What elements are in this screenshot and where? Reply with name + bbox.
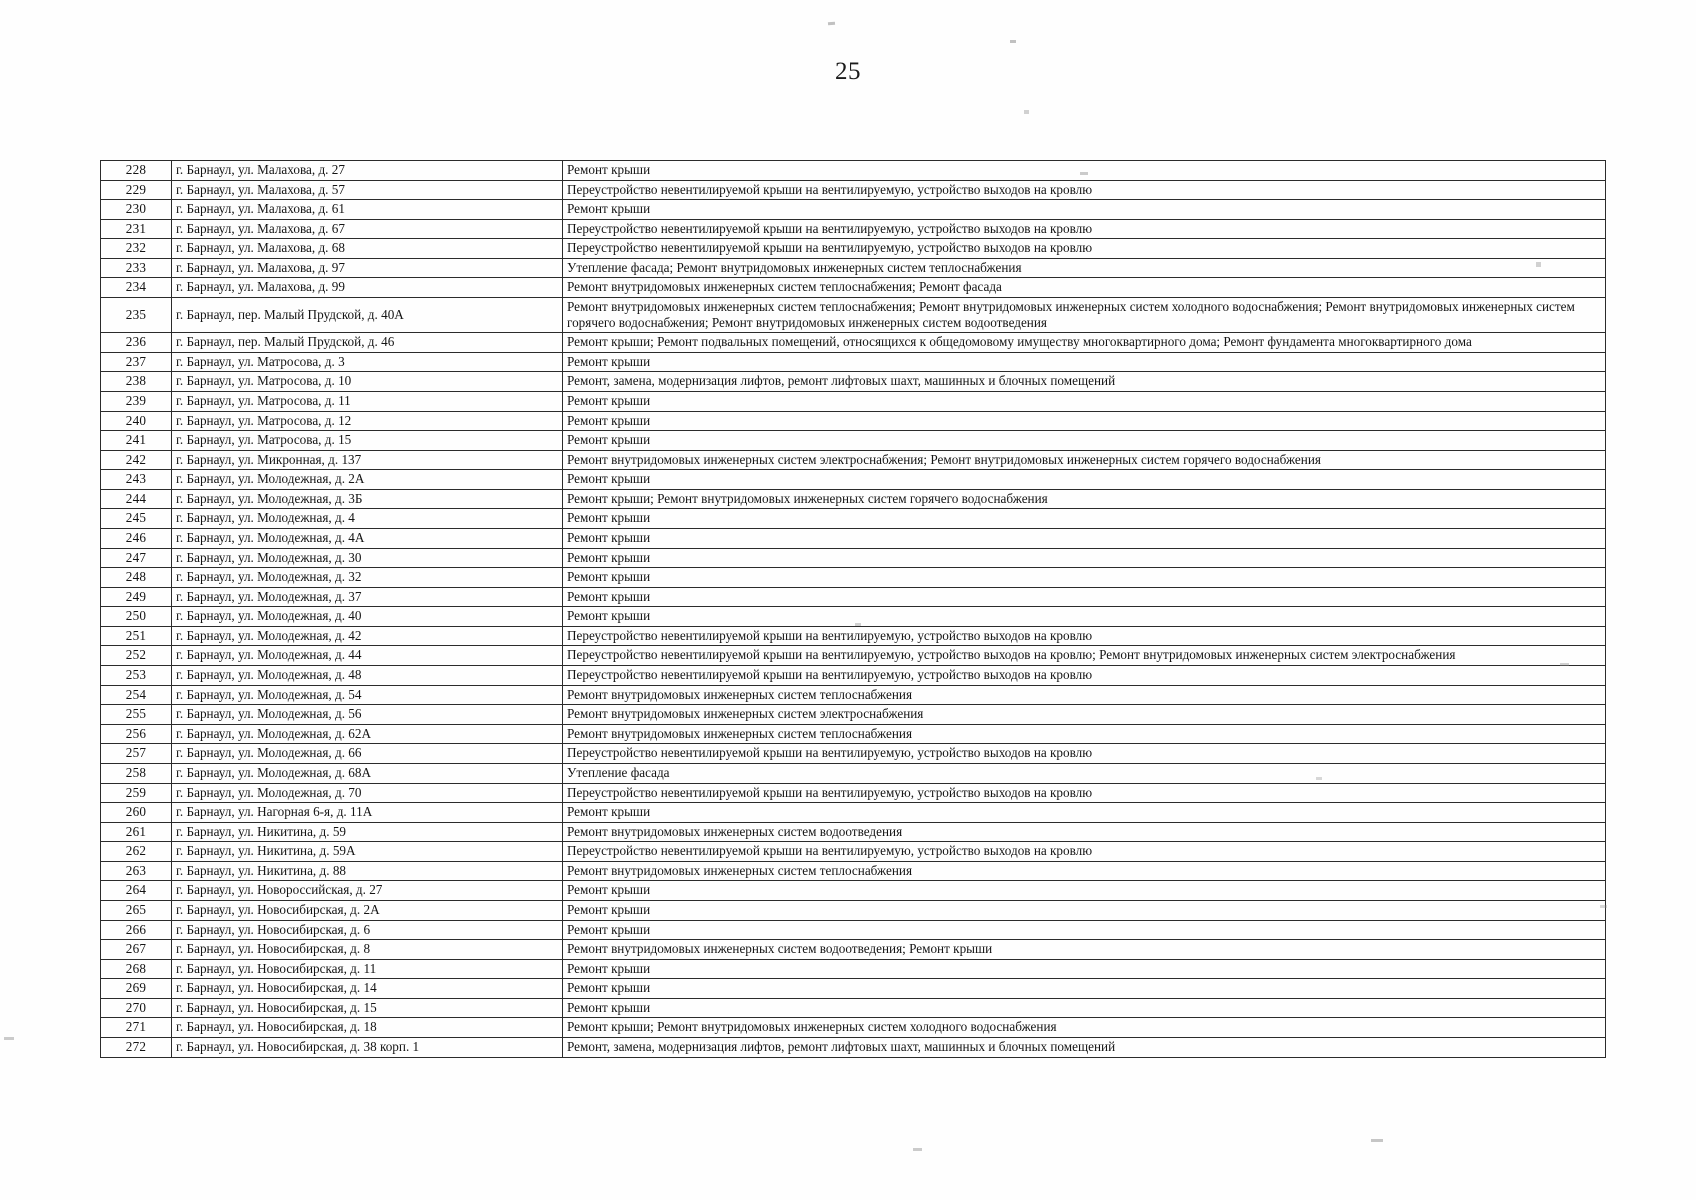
- table-row: [101, 705, 1606, 725]
- cell-address: г. Барнаул, ул. Молодежная, д. 32: [172, 568, 563, 588]
- table-row: [101, 431, 1606, 451]
- table-row: [101, 470, 1606, 490]
- cell-address: г. Барнаул, ул. Новосибирская, д. 18: [172, 1018, 563, 1038]
- table-row: [101, 763, 1606, 783]
- scan-artifact: [4, 1037, 14, 1040]
- cell-address: г. Барнаул, ул. Молодежная, д. 66: [172, 744, 563, 764]
- table-row: [101, 607, 1606, 627]
- cell-work-type: Ремонт крыши: [563, 470, 1606, 490]
- cell-work-type: Ремонт внутридомовых инженерных систем водоотведения; Ремонт крыши: [563, 940, 1606, 960]
- cell-address: г. Барнаул, ул. Никитина, д. 59: [172, 822, 563, 842]
- table-row: [101, 161, 1606, 181]
- cell-number: 268: [101, 959, 172, 979]
- cell-address: г. Барнаул, ул. Матросова, д. 10: [172, 372, 563, 392]
- table-row: [101, 940, 1606, 960]
- cell-work-type: Ремонт крыши: [563, 920, 1606, 940]
- table-row: [101, 744, 1606, 764]
- cell-address: г. Барнаул, ул. Новосибирская, д. 14: [172, 979, 563, 999]
- cell-address: г. Барнаул, пер. Малый Прудской, д. 40А: [172, 298, 563, 333]
- cell-work-type: Переустройство невентилируемой крыши на вентилируемую, устройство выходов на кровлю: [563, 744, 1606, 764]
- scan-artifact: [1600, 905, 1607, 908]
- cell-address: г. Барнаул, ул. Малахова, д. 97: [172, 258, 563, 278]
- cell-number: 253: [101, 666, 172, 686]
- table-row: [101, 352, 1606, 372]
- table-row: [101, 333, 1606, 353]
- table-row: [101, 900, 1606, 920]
- cell-work-type: Ремонт крыши: [563, 352, 1606, 372]
- cell-address: г. Барнаул, ул. Малахова, д. 68: [172, 239, 563, 259]
- cell-address: г. Барнаул, ул. Новосибирская, д. 11: [172, 959, 563, 979]
- table-row: [101, 822, 1606, 842]
- cell-work-type: Ремонт крыши: [563, 979, 1606, 999]
- cell-number: 229: [101, 180, 172, 200]
- cell-address: г. Барнаул, ул. Молодежная, д. 4А: [172, 528, 563, 548]
- cell-work-type: Ремонт, замена, модернизация лифтов, ремонт лифтовых шахт, машинных и блочных помещений: [563, 1038, 1606, 1058]
- cell-address: г. Барнаул, ул. Молодежная, д. 40: [172, 607, 563, 627]
- cell-address: г. Барнаул, ул. Матросова, д. 15: [172, 431, 563, 451]
- cell-address: г. Барнаул, ул. Малахова, д. 57: [172, 180, 563, 200]
- cell-address: г. Барнаул, ул. Молодежная, д. 48: [172, 666, 563, 686]
- table-row: [101, 803, 1606, 823]
- table-row: [101, 842, 1606, 862]
- cell-number: 249: [101, 587, 172, 607]
- cell-address: г. Барнаул, ул. Никитина, д. 59А: [172, 842, 563, 862]
- cell-number: 262: [101, 842, 172, 862]
- cell-address: г. Барнаул, ул. Малахова, д. 27: [172, 161, 563, 181]
- cell-address: г. Барнаул, ул. Новосибирская, д. 8: [172, 940, 563, 960]
- cell-number: 258: [101, 763, 172, 783]
- cell-work-type: Ремонт крыши: [563, 161, 1606, 181]
- cell-address: г. Барнаул, ул. Молодежная, д. 68А: [172, 763, 563, 783]
- cell-address: г. Барнаул, ул. Малахова, д. 61: [172, 200, 563, 220]
- cell-work-type: Ремонт крыши: [563, 607, 1606, 627]
- table-row: [101, 391, 1606, 411]
- cell-work-type: Ремонт крыши: [563, 200, 1606, 220]
- cell-number: 230: [101, 200, 172, 220]
- cell-work-type: Утепление фасада; Ремонт внутридомовых инженерных систем теплоснабжения: [563, 258, 1606, 278]
- cell-number: 252: [101, 646, 172, 666]
- cell-work-type: Переустройство невентилируемой крыши на вентилируемую, устройство выходов на кровлю: [563, 842, 1606, 862]
- cell-number: 269: [101, 979, 172, 999]
- cell-number: 234: [101, 278, 172, 298]
- cell-number: 256: [101, 724, 172, 744]
- table-row: [101, 450, 1606, 470]
- cell-number: 248: [101, 568, 172, 588]
- scan-artifact: [913, 1148, 922, 1151]
- cell-number: 238: [101, 372, 172, 392]
- cell-address: г. Барнаул, ул. Матросова, д. 3: [172, 352, 563, 372]
- cell-work-type: Ремонт внутридомовых инженерных систем теплоснабжения: [563, 861, 1606, 881]
- table-row: [101, 724, 1606, 744]
- cell-work-type: Переустройство невентилируемой крыши на вентилируемую, устройство выходов на кровлю: [563, 626, 1606, 646]
- cell-work-type: Ремонт крыши; Ремонт внутридомовых инженерных систем холодного водоснабжения: [563, 1018, 1606, 1038]
- table-row: [101, 298, 1606, 333]
- cell-work-type: Ремонт крыши: [563, 998, 1606, 1018]
- cell-work-type: Ремонт внутридомовых инженерных систем теплоснабжения: [563, 724, 1606, 744]
- cell-work-type: Переустройство невентилируемой крыши на вентилируемую, устройство выходов на кровлю: [563, 783, 1606, 803]
- cell-number: 241: [101, 431, 172, 451]
- cell-work-type: Ремонт крыши: [563, 411, 1606, 431]
- table-row: [101, 239, 1606, 259]
- cell-number: 267: [101, 940, 172, 960]
- table-row: [101, 509, 1606, 529]
- table-row: [101, 646, 1606, 666]
- cell-work-type: Ремонт крыши: [563, 548, 1606, 568]
- cell-address: г. Барнаул, ул. Новороссийская, д. 27: [172, 881, 563, 901]
- cell-work-type: Ремонт внутридомовых инженерных систем водоотведения: [563, 822, 1606, 842]
- cell-number: 239: [101, 391, 172, 411]
- cell-work-type: Ремонт крыши: [563, 568, 1606, 588]
- cell-number: 254: [101, 685, 172, 705]
- table-row: [101, 180, 1606, 200]
- cell-work-type: Ремонт крыши: [563, 509, 1606, 529]
- table-row: [101, 783, 1606, 803]
- cell-work-type: Утепление фасада: [563, 763, 1606, 783]
- cell-work-type: Ремонт внутридомовых инженерных систем теплоснабжения: [563, 685, 1606, 705]
- table-row: [101, 626, 1606, 646]
- cell-address: г. Барнаул, ул. Молодежная, д. 62А: [172, 724, 563, 744]
- table-row: [101, 489, 1606, 509]
- cell-number: 246: [101, 528, 172, 548]
- cell-number: 242: [101, 450, 172, 470]
- cell-number: 272: [101, 1038, 172, 1058]
- cell-number: 244: [101, 489, 172, 509]
- cell-number: 266: [101, 920, 172, 940]
- cell-address: г. Барнаул, ул. Нагорная 6-я, д. 11А: [172, 803, 563, 823]
- cell-address: г. Барнаул, ул. Молодежная, д. 56: [172, 705, 563, 725]
- cell-work-type: Переустройство невентилируемой крыши на вентилируемую, устройство выходов на кровлю: [563, 219, 1606, 239]
- cell-address: г. Барнаул, ул. Малахова, д. 67: [172, 219, 563, 239]
- table-row: [101, 568, 1606, 588]
- cell-number: 264: [101, 881, 172, 901]
- cell-address: г. Барнаул, пер. Малый Прудской, д. 46: [172, 333, 563, 353]
- table-row: [101, 979, 1606, 999]
- cell-address: г. Барнаул, ул. Молодежная, д. 42: [172, 626, 563, 646]
- cell-address: г. Барнаул, ул. Новосибирская, д. 38 корп. 1: [172, 1038, 563, 1058]
- cell-number: 255: [101, 705, 172, 725]
- page-number: 25: [835, 58, 861, 85]
- table-row: [101, 998, 1606, 1018]
- table-row: [101, 920, 1606, 940]
- cell-address: г. Барнаул, ул. Никитина, д. 88: [172, 861, 563, 881]
- cell-number: 261: [101, 822, 172, 842]
- cell-number: 265: [101, 900, 172, 920]
- cell-work-type: Переустройство невентилируемой крыши на вентилируемую, устройство выходов на кровлю: [563, 180, 1606, 200]
- cell-number: 245: [101, 509, 172, 529]
- scan-artifact: [1560, 663, 1569, 666]
- cell-address: г. Барнаул, ул. Молодежная, д. 2А: [172, 470, 563, 490]
- cell-address: г. Барнаул, ул. Новосибирская, д. 15: [172, 998, 563, 1018]
- cell-work-type: Ремонт внутридомовых инженерных систем электроснабжения; Ремонт внутридомовых инженерных систем горячего водоснабжения: [563, 450, 1606, 470]
- cell-address: г. Барнаул, ул. Новосибирская, д. 2А: [172, 900, 563, 920]
- cell-address: г. Барнаул, ул. Новосибирская, д. 6: [172, 920, 563, 940]
- cell-number: 236: [101, 333, 172, 353]
- table-row: [101, 587, 1606, 607]
- table-row: [101, 1018, 1606, 1038]
- table-row: [101, 548, 1606, 568]
- registry-table-body: [101, 161, 1606, 1058]
- cell-number: 247: [101, 548, 172, 568]
- table-row: [101, 200, 1606, 220]
- cell-number: 260: [101, 803, 172, 823]
- scan-artifact: [1316, 777, 1322, 780]
- cell-address: г. Барнаул, ул. Молодежная, д. 44: [172, 646, 563, 666]
- cell-work-type: Ремонт крыши; Ремонт внутридомовых инженерных систем горячего водоснабжения: [563, 489, 1606, 509]
- registry-table: [100, 160, 1606, 1058]
- cell-address: г. Барнаул, ул. Молодежная, д. 4: [172, 509, 563, 529]
- cell-work-type: Ремонт внутридомовых инженерных систем теплоснабжения; Ремонт фасада: [563, 278, 1606, 298]
- table-row: [101, 1038, 1606, 1058]
- cell-address: г. Барнаул, ул. Матросова, д. 12: [172, 411, 563, 431]
- scan-artifact: [1010, 40, 1016, 43]
- cell-work-type: Ремонт крыши: [563, 803, 1606, 823]
- table-row: [101, 219, 1606, 239]
- cell-number: 251: [101, 626, 172, 646]
- cell-work-type: Ремонт внутридомовых инженерных систем теплоснабжения; Ремонт внутридомовых инженерных систем холодного водоснабжения; Ремонт внутридомовых инженерных систем горячего водоснабжения; Ремонт внутридомовых инженерных систем водоотведения: [563, 298, 1606, 333]
- cell-number: 250: [101, 607, 172, 627]
- scan-artifact: [855, 623, 861, 626]
- cell-address: г. Барнаул, ул. Молодежная, д. 37: [172, 587, 563, 607]
- cell-work-type: Переустройство невентилируемой крыши на вентилируемую, устройство выходов на кровлю: [563, 666, 1606, 686]
- cell-work-type: Ремонт крыши: [563, 959, 1606, 979]
- table-row: [101, 411, 1606, 431]
- cell-address: г. Барнаул, ул. Микронная, д. 137: [172, 450, 563, 470]
- scan-artifact: [1080, 172, 1088, 175]
- cell-work-type: Ремонт крыши: [563, 391, 1606, 411]
- cell-work-type: Ремонт крыши: [563, 587, 1606, 607]
- table-row: [101, 258, 1606, 278]
- table-row: [101, 959, 1606, 979]
- cell-address: г. Барнаул, ул. Молодежная, д. 3Б: [172, 489, 563, 509]
- cell-work-type: Ремонт крыши: [563, 900, 1606, 920]
- scan-artifact: [1024, 110, 1029, 114]
- table-row: [101, 881, 1606, 901]
- registry-table-container: [100, 160, 1580, 1058]
- cell-work-type: Переустройство невентилируемой крыши на вентилируемую, устройство выходов на кровлю: [563, 239, 1606, 259]
- cell-number: 235: [101, 298, 172, 333]
- cell-number: 270: [101, 998, 172, 1018]
- cell-number: 228: [101, 161, 172, 181]
- cell-number: 263: [101, 861, 172, 881]
- cell-work-type: Ремонт крыши: [563, 528, 1606, 548]
- table-row: [101, 278, 1606, 298]
- scan-artifact: [1371, 1139, 1383, 1142]
- cell-number: 271: [101, 1018, 172, 1038]
- cell-number: 257: [101, 744, 172, 764]
- cell-work-type: Ремонт внутридомовых инженерных систем электроснабжения: [563, 705, 1606, 725]
- cell-address: г. Барнаул, ул. Матросова, д. 11: [172, 391, 563, 411]
- cell-number: 259: [101, 783, 172, 803]
- table-row: [101, 685, 1606, 705]
- cell-number: 243: [101, 470, 172, 490]
- table-row: [101, 861, 1606, 881]
- cell-number: 240: [101, 411, 172, 431]
- cell-work-type: Ремонт, замена, модернизация лифтов, ремонт лифтовых шахт, машинных и блочных помещений: [563, 372, 1606, 392]
- cell-number: 233: [101, 258, 172, 278]
- cell-address: г. Барнаул, ул. Молодежная, д. 54: [172, 685, 563, 705]
- cell-address: г. Барнаул, ул. Молодежная, д. 30: [172, 548, 563, 568]
- cell-address: г. Барнаул, ул. Малахова, д. 99: [172, 278, 563, 298]
- cell-work-type: Ремонт крыши: [563, 431, 1606, 451]
- scan-artifact: [828, 22, 835, 25]
- cell-number: 232: [101, 239, 172, 259]
- cell-work-type: Переустройство невентилируемой крыши на вентилируемую, устройство выходов на кровлю; Ремонт внутридомовых инженерных систем электроснабжения: [563, 646, 1606, 666]
- cell-number: 237: [101, 352, 172, 372]
- cell-work-type: Ремонт крыши; Ремонт подвальных помещений, относящихся к общедомовому имуществу многоквартирного дома; Ремонт фундамента многоквартирного дома: [563, 333, 1606, 353]
- table-row: [101, 372, 1606, 392]
- table-row: [101, 528, 1606, 548]
- cell-work-type: Ремонт крыши: [563, 881, 1606, 901]
- table-row: [101, 666, 1606, 686]
- scan-artifact: [1536, 262, 1541, 267]
- cell-address: г. Барнаул, ул. Молодежная, д. 70: [172, 783, 563, 803]
- cell-number: 231: [101, 219, 172, 239]
